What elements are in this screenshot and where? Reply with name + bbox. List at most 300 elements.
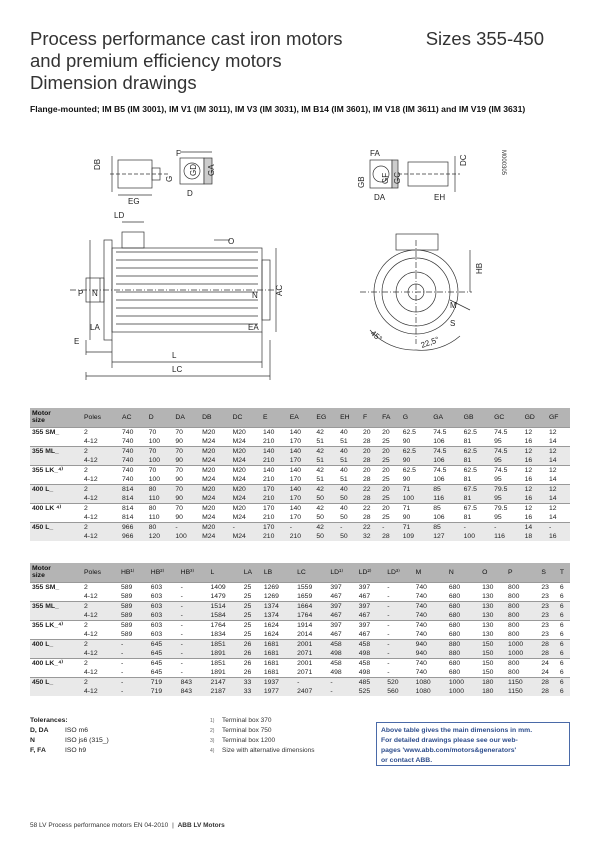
table-cell: -	[385, 620, 413, 630]
table-cell: 814	[120, 484, 147, 494]
label-l: L	[172, 351, 177, 360]
table-row	[30, 658, 570, 668]
table-cell: 74.5	[492, 446, 522, 456]
table-cell: 40	[338, 446, 361, 456]
table-cell: 1000	[506, 649, 539, 659]
table-cell: 14	[549, 475, 557, 483]
table-cell: 800	[506, 601, 539, 611]
table-cell: -	[547, 522, 570, 532]
table-cell: 70	[147, 427, 174, 437]
table-cell: 42	[314, 503, 338, 513]
table-cell: 62.5	[401, 446, 431, 456]
table-cell: 467	[357, 611, 385, 621]
table-cell: 51	[338, 456, 361, 466]
table-cell: 26	[242, 649, 262, 659]
table-cell: 458	[357, 658, 385, 668]
table-cell: 680	[448, 592, 461, 600]
table-cell: 23	[541, 630, 549, 638]
table-cell: 740	[414, 601, 447, 611]
table-cell: 40	[338, 484, 361, 494]
table-cell: 40	[338, 465, 361, 475]
table-cell: 1851	[209, 639, 242, 649]
table-cell: 140	[261, 446, 288, 456]
table-cell: 1000	[506, 639, 539, 649]
table-cell: -	[385, 611, 413, 621]
motor-size-cell	[30, 649, 82, 659]
table-cell: 1559	[295, 582, 328, 592]
table-row	[30, 513, 570, 523]
table-cell: 2071	[295, 649, 328, 659]
table-cell: 70	[173, 446, 200, 456]
table-cell: 1659	[297, 592, 313, 600]
label-gf: GF	[381, 172, 390, 184]
column-header: GF	[547, 408, 570, 427]
table-row	[30, 677, 570, 687]
column-header: LD²⁾	[357, 563, 385, 582]
table-cell: 814	[122, 513, 134, 521]
table-cell: 4-12	[82, 649, 119, 659]
table-cell: 16	[524, 437, 533, 445]
column-header: LA	[242, 563, 262, 582]
table-cell: 498	[328, 649, 356, 659]
table-cell: 4-12	[84, 592, 98, 600]
table-cell: 51	[316, 437, 324, 445]
table-cell: 1834	[210, 630, 226, 638]
table-row	[30, 427, 570, 437]
table-cell: 397	[328, 582, 356, 592]
table-cell: 20	[380, 446, 401, 456]
table-cell: 150	[480, 639, 506, 649]
table-cell: -	[180, 592, 183, 600]
table-cell: 80	[147, 522, 174, 532]
table-cell: 28	[539, 677, 558, 687]
table-cell: 4-12	[82, 532, 120, 542]
label-gb: GB	[357, 176, 366, 188]
table-cell: 90	[175, 513, 183, 521]
table-cell: 26	[242, 639, 262, 649]
column-header: Poles	[82, 408, 120, 427]
table-cell: 16	[523, 494, 547, 504]
table-cell: 42	[314, 465, 338, 475]
table-cell: 800	[508, 668, 520, 676]
footer-brand: ABB LV Motors	[177, 822, 225, 829]
table-cell: 2	[82, 503, 120, 513]
table-cell: 210	[288, 532, 315, 542]
label-n: N	[92, 289, 98, 298]
table-cell: 2	[82, 446, 120, 456]
table-cell: 2014	[297, 630, 313, 638]
table-cell: 23	[539, 611, 558, 621]
table-cell: 843	[179, 687, 209, 697]
table-cell: M24	[200, 456, 230, 466]
table-cell: 6	[559, 630, 564, 638]
table-cell: M24	[231, 494, 261, 504]
table-cell: -	[179, 639, 209, 649]
table-cell: 180	[480, 687, 506, 697]
table-cell: 680	[447, 620, 480, 630]
motor-size-cell: 355 LK_⁴⁾	[30, 465, 82, 475]
table-cell: 90	[402, 475, 411, 483]
table-cell: 6	[558, 611, 570, 621]
motor-size-cell: 355 SM_	[30, 427, 82, 437]
table-cell: 90	[175, 437, 183, 445]
table-cell: 525	[357, 687, 385, 697]
table-cell: 2	[82, 677, 119, 687]
dimension-drawing	[30, 140, 570, 390]
table-cell: 51	[314, 456, 338, 466]
footnotes	[210, 716, 315, 756]
table-cell: 23	[539, 582, 558, 592]
column-header: E	[261, 408, 288, 427]
table-cell: 28	[361, 456, 380, 466]
table-cell: 62.5	[462, 465, 492, 475]
label-hb: HB	[475, 262, 484, 274]
motor-size-cell: 355 SM_	[30, 582, 82, 592]
sizes-label: Sizes 355-450	[425, 28, 544, 49]
table-cell: M20	[231, 465, 261, 475]
table-cell: 170	[288, 456, 315, 466]
table-cell: 210	[263, 437, 275, 445]
table-cell: -	[180, 630, 183, 638]
table-cell: 140	[288, 465, 315, 475]
table-cell: 740	[122, 437, 134, 445]
table-cell: 1977	[262, 687, 295, 697]
table-cell: 397	[328, 601, 356, 611]
table-cell: 51	[340, 437, 348, 445]
table-cell: 67.5	[462, 503, 492, 513]
table-cell: 800	[508, 630, 520, 638]
footnote: 1) Terminal box 370	[210, 717, 272, 724]
table-cell: 1584	[209, 611, 242, 621]
label-e: E	[74, 337, 80, 346]
table-cell: 90	[173, 456, 200, 466]
motor-size-cell	[30, 456, 82, 466]
table-cell: -	[387, 592, 390, 600]
table-row	[30, 649, 570, 659]
motor-size-cell: 450 L_	[30, 522, 82, 532]
table-cell: 740	[415, 668, 427, 676]
table-cell: 12	[523, 427, 547, 437]
table-cell: 680	[447, 658, 480, 668]
table-cell: 95	[494, 475, 502, 483]
table-cell: 1150	[506, 677, 539, 687]
motor-size-cell	[30, 494, 82, 504]
table-cell: 28	[539, 687, 558, 697]
motor-size-cell	[30, 437, 82, 447]
table-cell: 130	[480, 620, 506, 630]
table-cell: -	[119, 677, 149, 687]
table-cell: 680	[448, 630, 461, 638]
table-cell: 120	[147, 532, 174, 542]
table-cell: -	[385, 649, 413, 659]
table-cell: 62.5	[401, 465, 431, 475]
table-cell: 210	[261, 532, 288, 542]
label-dc: DC	[459, 154, 468, 166]
table-cell: -	[119, 639, 149, 649]
table-cell: M24	[200, 494, 230, 504]
table-cell: 12	[523, 446, 547, 456]
table-cell: M24	[232, 437, 246, 445]
table-cell: 1624	[262, 620, 295, 630]
table-cell: 467	[328, 611, 356, 621]
table-cell: 14	[549, 513, 557, 521]
table-cell: 24	[541, 668, 549, 676]
table-cell: 25	[242, 620, 262, 630]
mounting-subtitle: Flange-mounted; IM B5 (IM 3001), IM V1 (IM 3011), IM V3 (IM 3031), IM B14 (IM 3601), IM V18 (IM 3611) and IM V19 (IM 3631)	[30, 104, 526, 114]
label-fa: FA	[370, 149, 380, 158]
table-row	[30, 611, 570, 621]
table-cell: 740	[120, 446, 147, 456]
column-header: D	[147, 408, 174, 427]
table-cell: 22	[361, 522, 380, 532]
column-header: G	[401, 408, 431, 427]
table-cell: 100	[148, 437, 161, 445]
table-row	[30, 639, 570, 649]
table-cell: M20	[231, 427, 261, 437]
motor-size-cell	[30, 513, 82, 523]
table-cell: -	[179, 658, 209, 668]
table-cell: 14	[547, 494, 570, 504]
table-cell: 1479	[210, 592, 226, 600]
column-header: LC	[295, 563, 328, 582]
table-cell: 6	[558, 649, 570, 659]
table-cell: 100	[147, 456, 174, 466]
table-cell: 110	[148, 513, 160, 521]
column-header: N	[447, 563, 480, 582]
table-cell: M20	[231, 484, 261, 494]
table-row	[30, 503, 570, 513]
table-cell: 12	[523, 484, 547, 494]
table-cell: 740	[414, 658, 447, 668]
table-cell: 589	[119, 620, 149, 630]
table-cell: 6	[558, 658, 570, 668]
table-cell: 1514	[209, 601, 242, 611]
table-cell: M24	[232, 513, 246, 521]
column-header: LD¹⁾	[328, 563, 356, 582]
table-cell: 81	[463, 475, 472, 483]
table-cell: 800	[506, 582, 539, 592]
table-cell: 50	[338, 532, 361, 542]
column-header: FA	[380, 408, 401, 427]
table-cell: 680	[448, 668, 461, 676]
table-cell: 1681	[262, 639, 295, 649]
column-header: EG	[314, 408, 338, 427]
table-cell: 6	[558, 601, 570, 611]
table-cell: 2	[82, 639, 119, 649]
table-cell: 16	[523, 456, 547, 466]
table-cell: -	[328, 677, 356, 687]
table-cell: -	[385, 601, 413, 611]
table-cell: 397	[357, 620, 385, 630]
table-cell: 1624	[263, 630, 279, 638]
table-cell: -	[179, 582, 209, 592]
column-header: EA	[288, 408, 315, 427]
table-cell: 16	[547, 532, 570, 542]
table-cell: -	[119, 658, 149, 668]
column-header: S	[539, 563, 558, 582]
dimension-table-1	[30, 408, 570, 541]
table-cell: 210	[261, 456, 288, 466]
table-cell: M24	[202, 437, 216, 445]
table-cell: 95	[494, 513, 502, 521]
table-cell: -	[120, 668, 124, 676]
table-cell: 95	[494, 437, 502, 445]
table-cell: 90	[173, 494, 200, 504]
table-cell: 680	[447, 601, 480, 611]
table-cell: 140	[261, 465, 288, 475]
table-cell: 1891	[209, 649, 242, 659]
table-cell: -	[179, 601, 209, 611]
motor-size-cell: 450 L_	[30, 677, 82, 687]
table-cell: 2	[82, 582, 119, 592]
table-cell: 520	[385, 677, 413, 687]
table-cell: 603	[149, 611, 179, 621]
table-cell: 20	[380, 465, 401, 475]
table-cell: 140	[261, 427, 288, 437]
table-cell: 1664	[295, 601, 328, 611]
label-22-5deg: 22,5°	[419, 334, 441, 350]
table-cell: -	[338, 522, 361, 532]
table-cell: 740	[414, 611, 447, 621]
table-row	[30, 446, 570, 456]
column-header: AC	[120, 408, 147, 427]
table-cell: 74.5	[492, 465, 522, 475]
table-cell: 42	[314, 446, 338, 456]
table-cell: 106	[433, 475, 445, 483]
table-cell: 589	[119, 611, 149, 621]
column-header: F	[361, 408, 380, 427]
motor-size-cell	[30, 611, 82, 621]
table-cell: -	[179, 611, 209, 621]
label-ld: LD	[114, 211, 125, 220]
table-cell: 1000	[447, 677, 480, 687]
table-cell: 25	[242, 601, 262, 611]
table-cell: -	[180, 668, 183, 676]
table-cell: 106	[433, 513, 445, 521]
table-cell: 130	[480, 601, 506, 611]
table-cell: 2001	[295, 639, 328, 649]
table-cell: 2147	[209, 677, 242, 687]
table-cell: 2	[82, 427, 120, 437]
table-cell: 458	[328, 639, 356, 649]
table-cell: 90	[175, 475, 183, 483]
table-cell: 22	[361, 503, 380, 513]
table-cell: 12	[547, 465, 570, 475]
column-header: L	[209, 563, 242, 582]
table-cell: 397	[328, 620, 356, 630]
table-cell: 210	[261, 494, 288, 504]
table-cell: 6	[558, 677, 570, 687]
label-45deg: 45°	[368, 328, 384, 344]
table-cell: 80	[147, 484, 174, 494]
table-cell: M24	[202, 513, 216, 521]
motor-size-cell: 400 L_	[30, 484, 82, 494]
table-cell: 485	[357, 677, 385, 687]
label-gd: GD	[189, 164, 198, 176]
table-cell: 397	[357, 582, 385, 592]
table-cell: 966	[120, 522, 147, 532]
table-cell: -	[462, 522, 492, 532]
table-cell: 740	[120, 465, 147, 475]
table-cell: 498	[357, 649, 385, 659]
table-cell: 2407	[295, 687, 328, 697]
drawing-code: M000305	[500, 150, 506, 176]
table-cell: 397	[357, 601, 385, 611]
table-cell: 2001	[295, 658, 328, 668]
table-cell: 25	[382, 475, 390, 483]
table-cell: 130	[480, 582, 506, 592]
table-cell: 50	[338, 494, 361, 504]
table-cell: 20	[361, 446, 380, 456]
label-p: P	[78, 289, 84, 298]
table-cell: 645	[150, 668, 163, 676]
table-cell: 24	[539, 658, 558, 668]
table-cell: 2	[82, 601, 119, 611]
table-cell: 110	[147, 494, 174, 504]
table-cell: 150	[480, 649, 506, 659]
table-cell: M20	[200, 465, 230, 475]
table-cell: 498	[330, 668, 342, 676]
label-lc: LC	[172, 365, 183, 374]
page-title	[30, 28, 343, 94]
table-cell: 74.5	[431, 465, 461, 475]
table-cell: 100	[401, 494, 431, 504]
table-cell: 603	[149, 620, 179, 630]
table-row	[30, 532, 570, 542]
column-header: GD	[523, 408, 547, 427]
dimension-table-2	[30, 563, 570, 696]
table-cell: 6	[558, 639, 570, 649]
table-cell: 62.5	[401, 427, 431, 437]
table-cell: 140	[288, 427, 315, 437]
table-row	[30, 484, 570, 494]
table-cell: 85	[431, 503, 461, 513]
table-cell: 2187	[209, 687, 242, 697]
table-cell: 140	[288, 484, 315, 494]
table-cell: 22	[361, 484, 380, 494]
table-cell: -	[387, 668, 390, 676]
table-cell: 70	[147, 465, 174, 475]
tolerance-row: N ISO js6 (315_)	[30, 737, 109, 744]
table-row	[30, 456, 570, 466]
table-header-row	[30, 563, 570, 582]
label-eh: EH	[434, 193, 446, 202]
table-cell: 6	[558, 582, 570, 592]
table-cell: 20	[380, 503, 401, 513]
table-cell: M24	[202, 475, 216, 483]
table-cell: -	[179, 620, 209, 630]
table-cell: 1937	[262, 677, 295, 687]
table-cell: 95	[492, 456, 522, 466]
table-cell: 28	[539, 639, 558, 649]
table-cell: 42	[314, 484, 338, 494]
table-cell: 1374	[262, 611, 295, 621]
column-header: DA	[173, 408, 200, 427]
tolerances	[30, 716, 109, 756]
table-cell: 170	[289, 475, 302, 483]
table-cell: 467	[330, 592, 342, 600]
table-cell: -	[385, 582, 413, 592]
table-cell: 2071	[297, 668, 313, 676]
table-cell: 170	[261, 484, 288, 494]
motor-size-cell: 355 ML_	[30, 446, 82, 456]
table-cell: 28	[380, 532, 401, 542]
column-header: GB	[462, 408, 492, 427]
table-row	[30, 437, 570, 447]
table-cell: 81	[462, 456, 492, 466]
table-cell: 20	[380, 484, 401, 494]
table-cell: 740	[414, 620, 447, 630]
